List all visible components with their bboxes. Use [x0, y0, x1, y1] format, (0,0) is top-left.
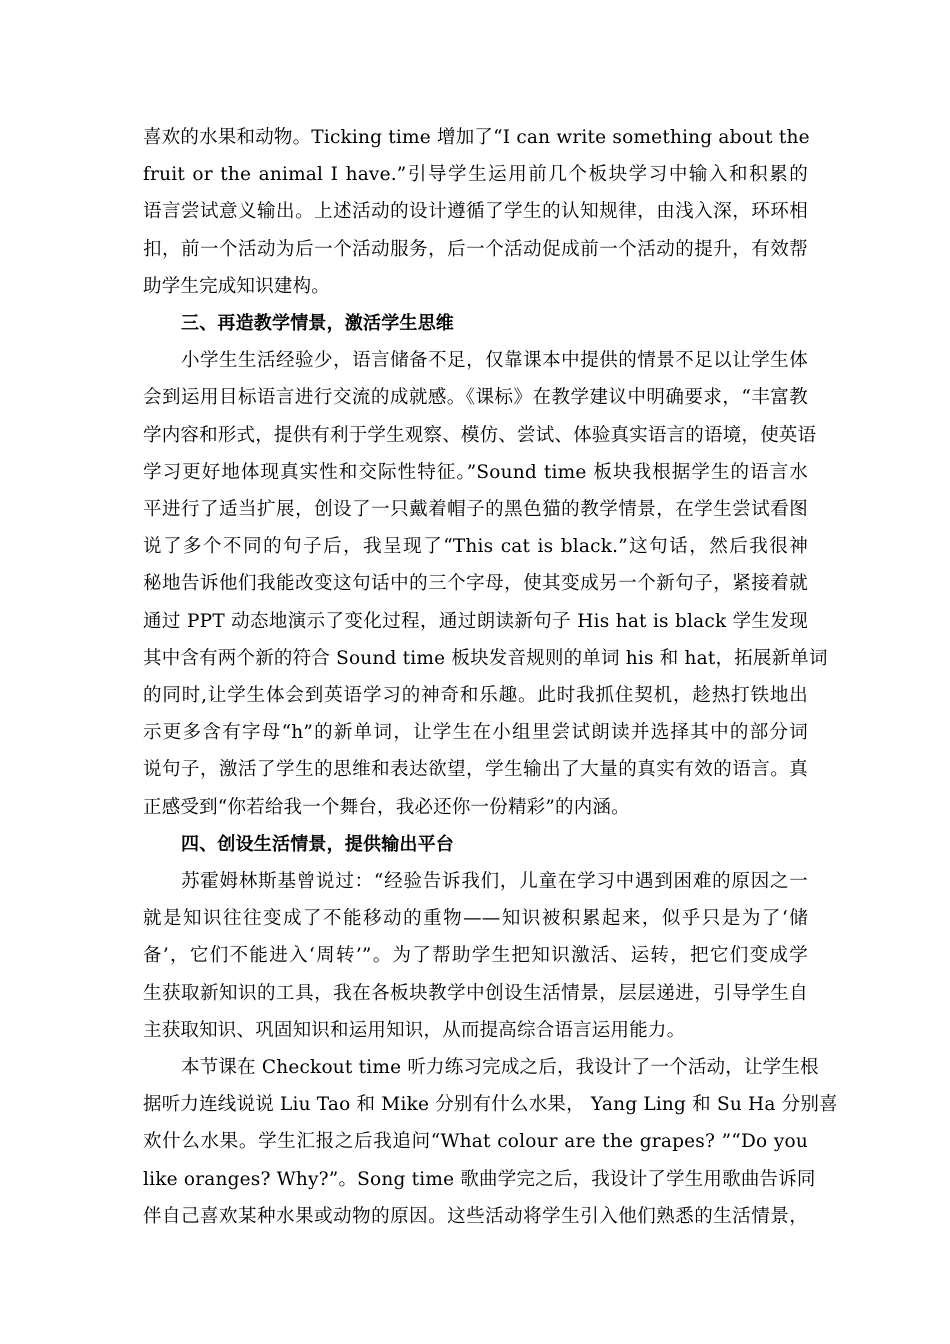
paragraph-line: 的同时,让学生体会到英语学习的神奇和乐趣。此时我抓住契机，趁热打铁地出 — [143, 685, 808, 706]
paragraph-line: 欢什么水果。学生汇报之后我追问“What colour are the grapes? ”“Do you — [143, 1131, 808, 1152]
paragraph-last-line: 主获取知识、巩固知识和运用知识，从而提高综合语言运用能力。 — [143, 1020, 686, 1041]
paragraph-line: 喜欢的水果和动物。Ticking time 增加了“I can write something about the — [143, 127, 810, 148]
paragraph-first-line: 苏霍姆林斯基曾说过：“经验告诉我们，儿童在学习中遇到困难的原因之一 — [181, 871, 808, 892]
paragraph-first-line: 本节课在 Checkout time 听力练习完成之后，我设计了一个活动，让学生根 — [181, 1057, 819, 1078]
paragraph-line: 说句子，激活了学生的思维和表达欲望，学生输出了大量的真实有效的语言。真 — [143, 759, 808, 780]
paragraph-line: 学习更好地体现真实性和交际性特征。”Sound time 板块我根据学生的语言水 — [143, 462, 808, 483]
paragraph-last-line: 助学生完成知识建构。 — [143, 276, 331, 297]
paragraph-line: 学内容和形式，提供有利于学生观察、模仿、尝试、体验真实语言的语境，使英语 — [143, 425, 817, 446]
paragraph-line: 通过 PPT 动态地演示了变化过程，通过朗读新句子 His hat is black 学生发现 — [143, 611, 808, 632]
paragraph-line: 备’，它们不能进入‘周转’”。为了帮助学生把知识激活、运转，把它们变成学 — [143, 945, 808, 966]
paragraph-line: like oranges? Why?”。Song time 歌曲学完之后，我设计了学生用歌曲告诉同 — [143, 1169, 816, 1190]
paragraph-line: 就是知识往往变成了不能移动的重物——知识被积累起来，似乎只是为了‘储 — [143, 908, 808, 929]
paragraph-line: 其中含有两个新的符合 Sound time 板块发音规则的单词 his 和 hat，拓展新单词 — [143, 648, 828, 669]
section-heading: 三、再造教学情景，激活学生思维 — [181, 313, 454, 334]
paragraph-line: 平进行了适当扩展，创设了一只戴着帽子的黑色猫的教学情景，在学生尝试看图 — [143, 499, 808, 520]
paragraph-first-line: 小学生生活经验少，语言储备不足，仅靠课本中提供的情景不足以让学生体 — [181, 350, 808, 371]
paragraph-line: 据听力连线说说 Liu Tao 和 Mike 分别有什么水果， Yang Ling 和 Su Ha 分别喜 — [143, 1094, 838, 1115]
section-heading: 四、创设生活情景，提供输出平台 — [181, 834, 454, 855]
paragraph-line: 扣，前一个活动为后一个活动服务，后一个活动促成前一个活动的提升，有效帮 — [143, 239, 808, 260]
paragraph-line: 示更多含有字母“h”的新单词，让学生在小组里尝试朗读并选择其中的部分词 — [143, 722, 808, 743]
paragraph-line: 说了多个不同的句子后，我呈现了“This cat is black.”这句话，然后我很神 — [143, 536, 808, 557]
paragraph-line: 伴自己喜欢某种水果或动物的原因。这些活动将学生引入他们熟悉的生活情景， — [143, 1206, 808, 1227]
paragraph-line: 生获取新知识的工具，我在各板块教学中创设生活情景，层层递进，引导学生自 — [143, 983, 808, 1004]
paragraph-line: 秘地告诉他们我能改变这句话中的三个字母，使其变成另一个新句子，紧接着就 — [143, 573, 808, 594]
paragraph-line: 语言尝试意义输出。上述活动的设计遵循了学生的认知规律，由浅入深，环环相 — [143, 201, 808, 222]
paragraph-line: 会到运用目标语言进行交流的成就感。《课标》在教学建议中明确要求，“丰富教 — [143, 387, 808, 408]
paragraph-last-line: 正感受到“你若给我一个舞台，我必还你一份精彩”的内涵。 — [143, 797, 630, 818]
paragraph-line: fruit or the animal I have.”引导学生运用前几个板块学习中输入和积累的 — [143, 164, 808, 185]
